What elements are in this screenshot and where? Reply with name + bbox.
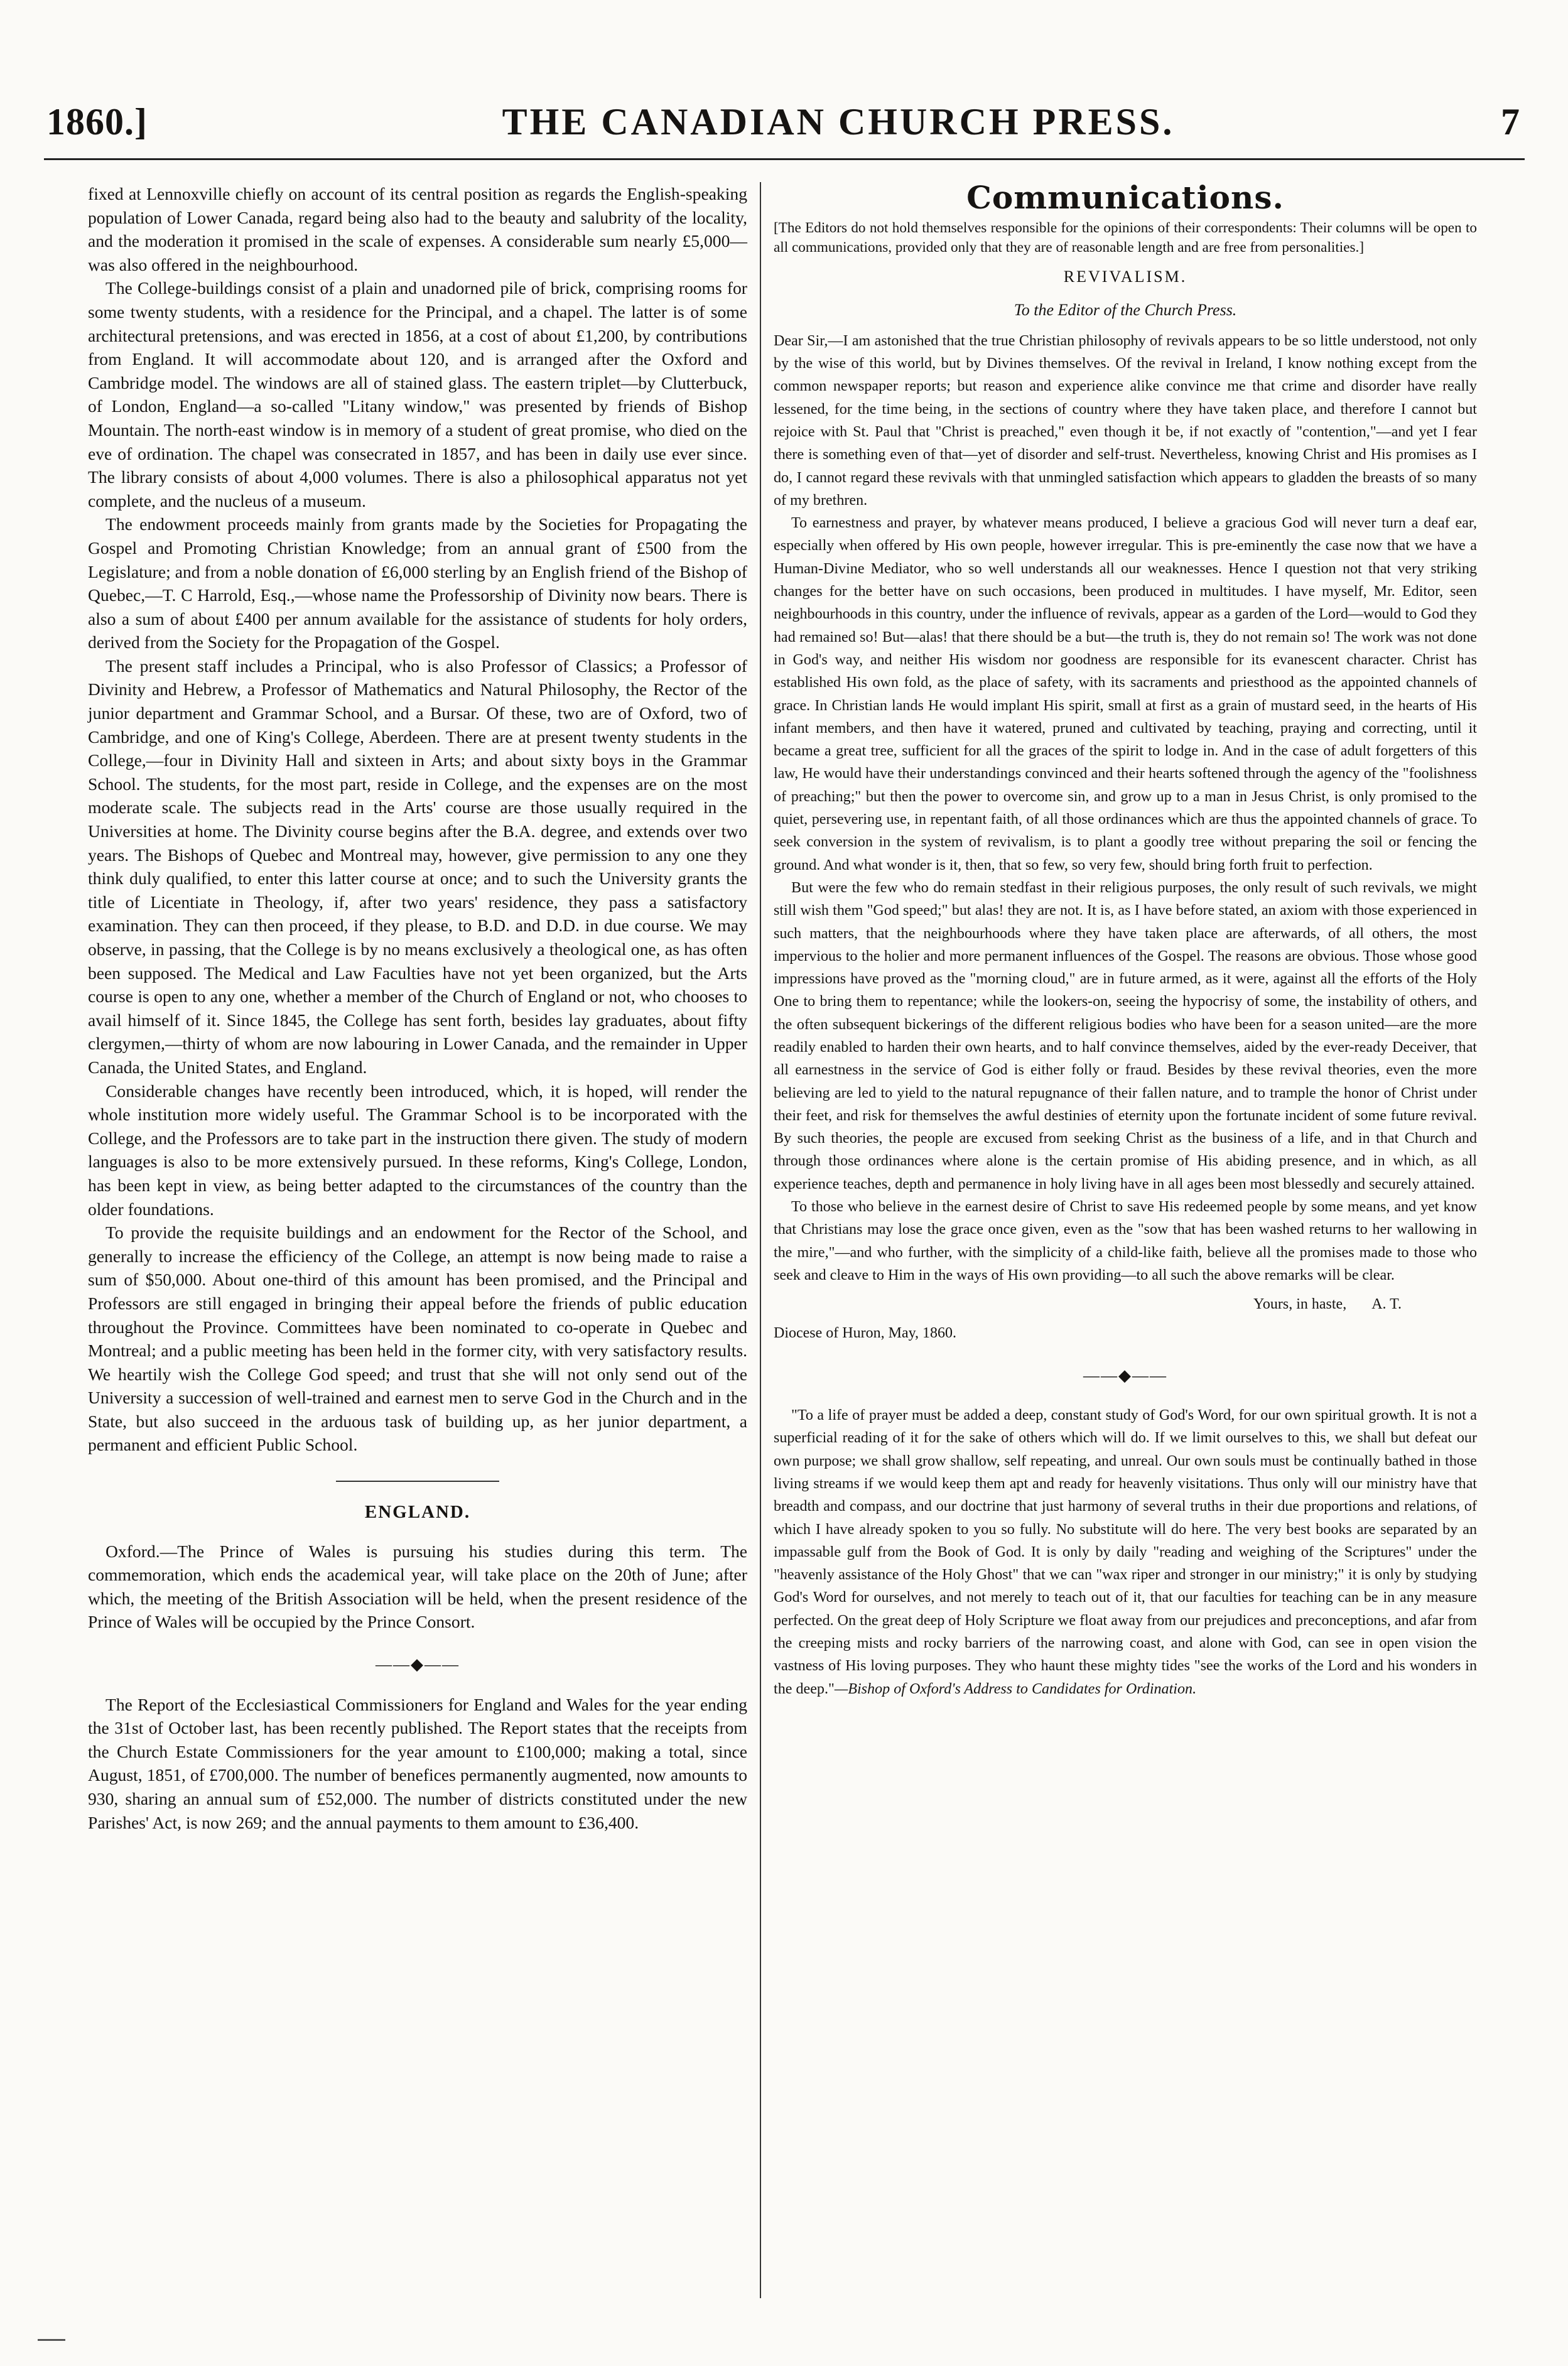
letter-title: REVIVALISM. [1063, 267, 1187, 286]
page-number: 7 [1501, 101, 1520, 143]
article-paragraph: fixed at Lennoxville chiefly on account of its central position as regards the English-speaking population of Lower Canada, regard being also had to the beauty and salubrity of the locality, and the moderation it promised in the scale of expenses. A considerable sum nearly £5,000—was also offered in the neighbourhood. [88, 184, 747, 274]
quotation-source: —Bishop of Oxford's Address to Candidates for Ordination. [834, 1680, 1197, 1697]
quotation-text: "To a life of prayer must be added a deep, constant study of God's Word, for our own spiritual growth. It is not a superficial reading of it for the sake of others which will do. If we limit ourselves to this, we shall but defeat our own purpose; we shall grow shallow, self repeating, and unreal. Our own souls must be continually bathed in those living streams if we would keep them apt and ready for heavenly visitations. Thus only will our ministry have that breadth and compass, and our doctrine that just harmony of several truths in their due proportions and relations, of which I have already spoken to you so fully. No substitute will do here. The very best books are separated by an impassable gulf from the Book of God. It is only by daily "reading and weighing of the Scriptures" under the "heavenly assistance of the Holy Ghost" that we can "wax riper and stronger in our ministry;" it is only by studying God's Word for ourselves, and not merely to teach out of it, that our faculties for teaching can be in any measure perfected. On the great deep of Holy Scripture we float away from our prejudices and preconceptions, and afar from the creeping mists and rocky barriers of the narrowing coast, and alone with God, can see in open vision the vastness of His loving purposes. They who haunt these mighty tides "see the works of the Lord and his wonders in the deep." [774, 1407, 1477, 1697]
section-rule [336, 1481, 499, 1482]
masthead-title: THE CANADIAN CHURCH PRESS. [502, 101, 1175, 143]
column-divider [760, 182, 761, 2298]
letter-paragraph: But were the few who do remain stedfast in their religious purposes, the only result of such revivals, we might still wish them "God speed;" but alas! they are not. It is, as I have before stated, an axiom with those experienced in such matters, that the neighbourhoods where they have taken place are afterwards, of all others, the most impervious to the holier and more permanent influences of the Gospel. The reasons are obvious. Those whose good impressions have proved as the "morning cloud," are in future armed, as it were, against all the efforts of the Holy One to bring them to repentance; while the lookers-on, seeing the hypocrisy of some, the instability of others, and the often subsequent bickerings of the different religious bodies who have been for a season united—are the more readily enabled to harden their own hearts, and to half convince themselves, aided by the ever-ready Deceiver, that all earnestness in the service of God is either folly or fraud. Besides by these revival theories, even the more believing are led to yield to the natural repugnance of their fallen nature, and to trample the honor of Christ under their feet, and risk for themselves the awful destinies of eternity upon the fortunate incident of some future revival. By such theories, the people are excused from seeking Christ as the business of a life, and in that Church and through those ordinances where alone is the certain promise of His abiding presence, and in which, as all experience teaches, depth and permanence in holy living have in all ages been most blessedly and securely attained. [774, 879, 1477, 1192]
signoff-initials: A. T. [1371, 1296, 1402, 1313]
article-paragraph: The endowment proceeds mainly from grants made by the Societies for Propagating the Gospel and Promoting Christian Knowledge; from an annual grant of £500 from the Legislature; and from a noble donation of £6,000 sterling by an English friend of the Bishop of Quebec,—T. C Harrold, Esq.,—whose name the Professorship of Divinity now bears. There is also a sum of about £400 per annum available for the assistance of students for holy orders, derived from the Society for the Propagation of the Gospel. [88, 514, 747, 652]
section-heading-communications: Communications. [966, 179, 1284, 216]
left-column [88, 182, 747, 1834]
article-paragraph: Oxford.—The Prince of Wales is pursuing his studies during this term. The commemoration, which ends the academical year, will take place on the 20th of June; after which, the meeting of the British Association will be held, when the present residence of the Prince of Wales will be occupied by the Prince Consort. [88, 1541, 747, 1632]
letter-dateline: Diocese of Huron, May, 1860. [774, 1324, 957, 1341]
article-paragraph: The present staff includes a Principal, who is also Professor of Classics; a Professor of Divinity and Hebrew, a Professor of Mathematics and Natural Philosophy, the Rector of the junior department and Grammar School, and a Bursar. Of these, two are of Oxford, two of Cambridge, and one of King's College, Aberdeen. There are at present twenty students in the College,—four in Divinity Hall and sixteen in Arts; and about sixty boys in the Grammar School. The students, for the most part, reside in College, and the expenses are on the most moderate scale. The subjects read in the Arts' course are those usually required in the Universities at home. The Divinity course begins after the B.A. degree, and extends over two years. The Bishops of Quebec and Montreal may, however, give permission to any one they think duly qualified, to enter this latter course at once; and to such the University grants the title of Licentiate in Theology, if, after two years' residence, they pass a satisfactory examination. They can then proceed, if they please, to B.D. and D.D. in due course. We may observe, in passing, that the College is by no means exclusively a theological one, as has often been supposed. The Medical and Law Faculties have not yet been organized, but the Arts course is open to any one, whether a member of the Church of England or not, who chooses to avail himself of it. Since 1845, the College has sent forth, besides lay graduates, about fifty clergymen,—thirty of whom are now labouring in Lower Canada, and the remainder in Upper Canada, the United States, and England. [88, 656, 747, 1077]
margin-mark [38, 2339, 65, 2341]
article-paragraph: To provide the requisite buildings and an endowment for the Rector of the School, and generally to increase the efficiency of the College, an attempt is now being made to raise a sum of $50,000. About one-third of this amount has been promised, and the Principal and Professors are still engaged in bringing their appeal before the friends of public education throughout the Province. Committees have been nominated to co-operate in Quebec and Montreal; and a public meeting has been held in the former city, with very satisfactory results. We heartily wish the College God speed; and trust that she will not only send out of the University a succession of well-trained and earnest men to serve God in the Church and in the State, but also succeed in the arduous task of building up, as her junior department, a permanent and efficient Public School. [88, 1223, 747, 1455]
letter-signoff [774, 1293, 1477, 1317]
quotation-paragraph [774, 1404, 1477, 1700]
header-year: 1860.] [46, 101, 148, 143]
right-column [774, 179, 1477, 1700]
editor-disclaimer: [The Editors do not hold themselves responsible for the opinions of their correspondents: Their columns will be open to all communications, provided only that they are of reasonable length and are free from personalities.] [774, 219, 1477, 256]
header-rule [44, 158, 1525, 160]
ornament-divider: ——◆—— [376, 1655, 460, 1674]
section-heading-england: ENGLAND. [364, 1502, 471, 1523]
letter-paragraph: To earnestness and prayer, by whatever means produced, I believe a gracious God will never turn a deaf ear, especially when offered by His own people, however irregular. This is pre-eminently the case now that we have a Human-Divine Mediator, who so well understands all our weaknesses. Hence I question not that very striking changes for the better have on such occasions, been produced in multitudes. I have myself, Mr. Editor, seen neighbourhoods in this country, under the influence of revivals, appear as a garden of the Lord—would to God they had remained so! But—alas! that there should be a but—the truth is, they do not remain so! The work was not done in God's way, and neither His wisdom nor goodness are responsible for its evanescent character. Christ has established His own fold, as the place of safety, with its sacraments and priesthood as the appointed channels of grace. In Christian lands He would implant His spirit, small at first as a grain of mustard seed, in the hearts of His infant members, and then have it watered, pruned and cultivated by teaching, praying and correcting, until it became a great tree, sufficient for all the graces of the spirit to lodge in. And in the case of adult forgetters of this law, He would have their understandings convinced and their hearts softened through the agency of the "foolishness of preaching;" but then the power to overcome sin, and grow up to a man in Jesus Christ, is only promised to the quiet, persevering use, in repentant faith, of all those ordinances which are thus the appointed channels of grace. To seek conversion in the system of revivalism, is to plant a goodly tree without preparing the soil or fencing the ground. And what wonder is it, then, that so few, so very few, should bring forth fruit to perfection. [774, 515, 1477, 873]
article-paragraph: The College-buildings consist of a plain and unadorned pile of brick, comprising rooms for some twenty students, with a residence for the Principal, and a chapel. The latter is of some architectural pretensions, and was erected in 1856, at a cost of about £1,200, by contributions from England. It will accommodate about 120, and is arranged after the Oxford and Cambridge model. The windows are all of stained glass. The eastern triplet—by Clutterbuck, of London, England—a so-called "Litany window," was presented by friends of Bishop Mountain. The north-east window is in memory of a student of great promise, who died on the eve of ordination. The chapel was consecrated in 1857, and has been in daily use ever since. The library consists of about 4,000 volumes. There is also a philosophical apparatus not yet complete, and the nucleus of a museum. [88, 278, 747, 510]
article-paragraph: The Report of the Ecclesiastical Commissioners for England and Wales for the year ending the 31st of October last, has been recently published. The Report states that the receipts from the Church Estate Commissioners for the year amount to £100,000; making a total, since August, 1851, of £700,000. The number of benefices permanently augmented, now amounts to 930, sharing an annual sum of £52,000. The number of districts constituted under the new Parishes' Act, is now 269; and the annual payments to them amount to £36,400. [88, 1694, 747, 1832]
letter-paragraph: Dear Sir,—I am astonished that the true Christian philosophy of revivals appears to be so little understood, not only by the wise of this world, but by Divines themselves. Of the revival in Ireland, I know nothing except from the common newspaper reports; but reason and experience alike convince me that crime and disorder have really lessened, for the time being, in the sections of country where they have taken place, and therefore I cannot but rejoice with St. Paul that "Christ is preached," even though it be, if not exactly of "contention,"—and yet I fear there is something even of that—yet of disorder and self-trust. Nevertheless, knowing Christ and His promises as I do, I cannot regard these revivals with that unmingled satisfaction which appears to gladden the breasts of so many of my brethren. [774, 332, 1477, 509]
letter-salutation-line: To the Editor of the Church Press. [1014, 301, 1237, 320]
ornament-divider: ——◆—— [1083, 1366, 1167, 1385]
letter-paragraph: To those who believe in the earnest desire of Christ to save His redeemed people by some means, and yet know that Christians may lose the grace once given, even as the "sow that has been washed returns to her wallowing in the mire,"—and who further, with the simplicity of a child-like faith, believe all the promises made to those who seek and cleave to Him in the ways of His own providing—to all such the above remarks will be clear. [774, 1199, 1477, 1283]
signoff-text: Yours, in haste, [1253, 1296, 1347, 1313]
article-paragraph: Considerable changes have recently been introduced, which, it is hoped, will render the whole institution more widely useful. The Grammar School is to be incorporated with the College, and the Professors are to take part in the instruction there given. The study of modern languages is also to be more extensively pursued. In these reforms, King's College, London, has been kept in view, as being better adapted to the circumstances of the country than the older foundations. [88, 1081, 747, 1219]
